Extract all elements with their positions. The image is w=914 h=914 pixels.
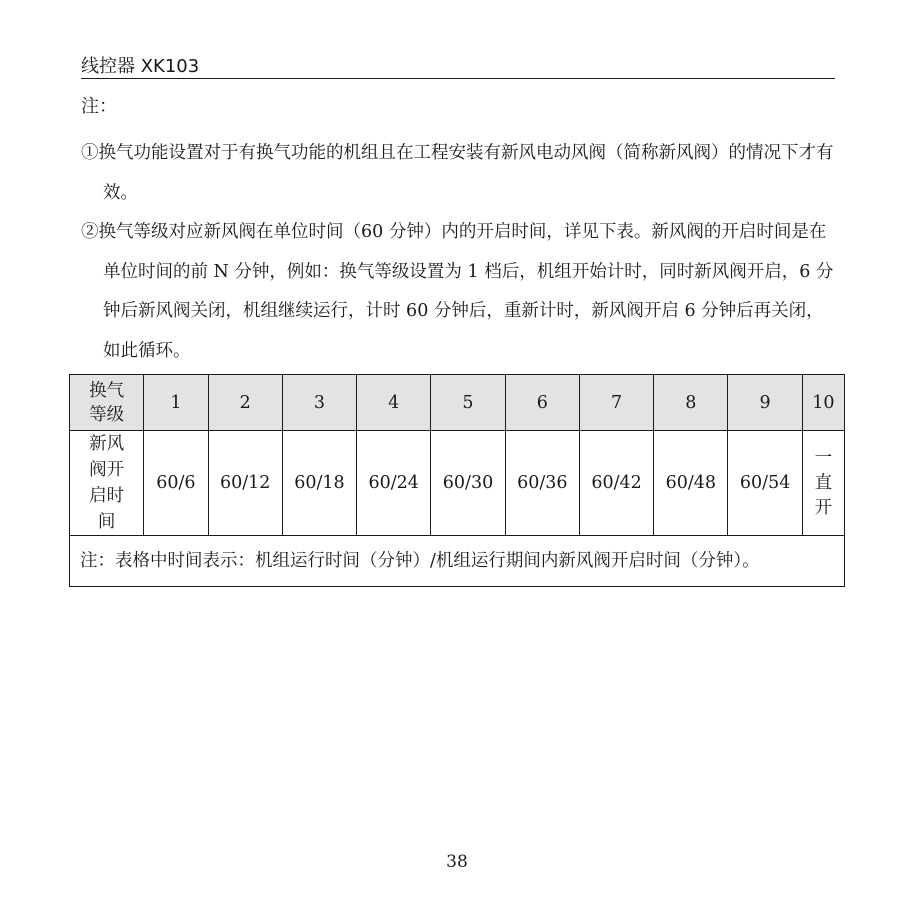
- time-cell: 60/42: [579, 431, 653, 536]
- ventilation-table: [69, 374, 845, 587]
- level-cell: 7: [579, 375, 653, 431]
- level-cell: 8: [654, 375, 728, 431]
- time-cell: 60/24: [357, 431, 431, 536]
- level-cell: 5: [431, 375, 505, 431]
- page-number: 38: [446, 852, 468, 872]
- level-header-cell: 换气等级: [70, 375, 144, 431]
- time-cell: 60/48: [654, 431, 728, 536]
- note-heading: 注：: [81, 96, 117, 117]
- time-header-cell: 新风阀开启时间: [70, 431, 144, 536]
- page-header: [81, 50, 835, 79]
- table-note-row: [70, 536, 845, 587]
- note-paragraph-2: ②换气等级对应新风阀在单位时间（60 分钟）内的开启时间，详见下表。新风阀的开启时间是在单位时间的前 N 分钟，例如：换气等级设置为 1 档后，机组开始计时，同时新风阀开启，6 分钟后新风阀关闭，机组继续运行，计时 60 分钟后，重新计时，新风阀开启 6 分钟后再关闭，如此循环。: [81, 222, 834, 361]
- level-cell: 2: [208, 375, 282, 431]
- table-footnote: 注：表格中时间表示：机组运行时间（分钟）/机组运行期间内新风阀开启时间（分钟）。: [70, 536, 845, 587]
- level-cell: 10: [802, 375, 844, 431]
- time-cell: 一直开: [802, 431, 844, 536]
- time-cell: 60/18: [282, 431, 356, 536]
- header-title: 线控器 XK103: [81, 56, 200, 77]
- level-cell: 3: [282, 375, 356, 431]
- time-row: [70, 431, 845, 536]
- level-cell: 9: [728, 375, 802, 431]
- note-paragraph-1: ①换气功能设置对于有换气功能的机组且在工程安装有新风电动风阀（简称新风阀）的情况下才有效。: [81, 143, 834, 203]
- time-cell: 60/36: [505, 431, 579, 536]
- level-cell: 6: [505, 375, 579, 431]
- time-cell: 60/6: [144, 431, 208, 536]
- level-row: [70, 375, 845, 431]
- level-cell: 1: [144, 375, 208, 431]
- level-cell: 4: [357, 375, 431, 431]
- time-cell: 60/30: [431, 431, 505, 536]
- time-cell: 60/54: [728, 431, 802, 536]
- time-cell: 60/12: [208, 431, 282, 536]
